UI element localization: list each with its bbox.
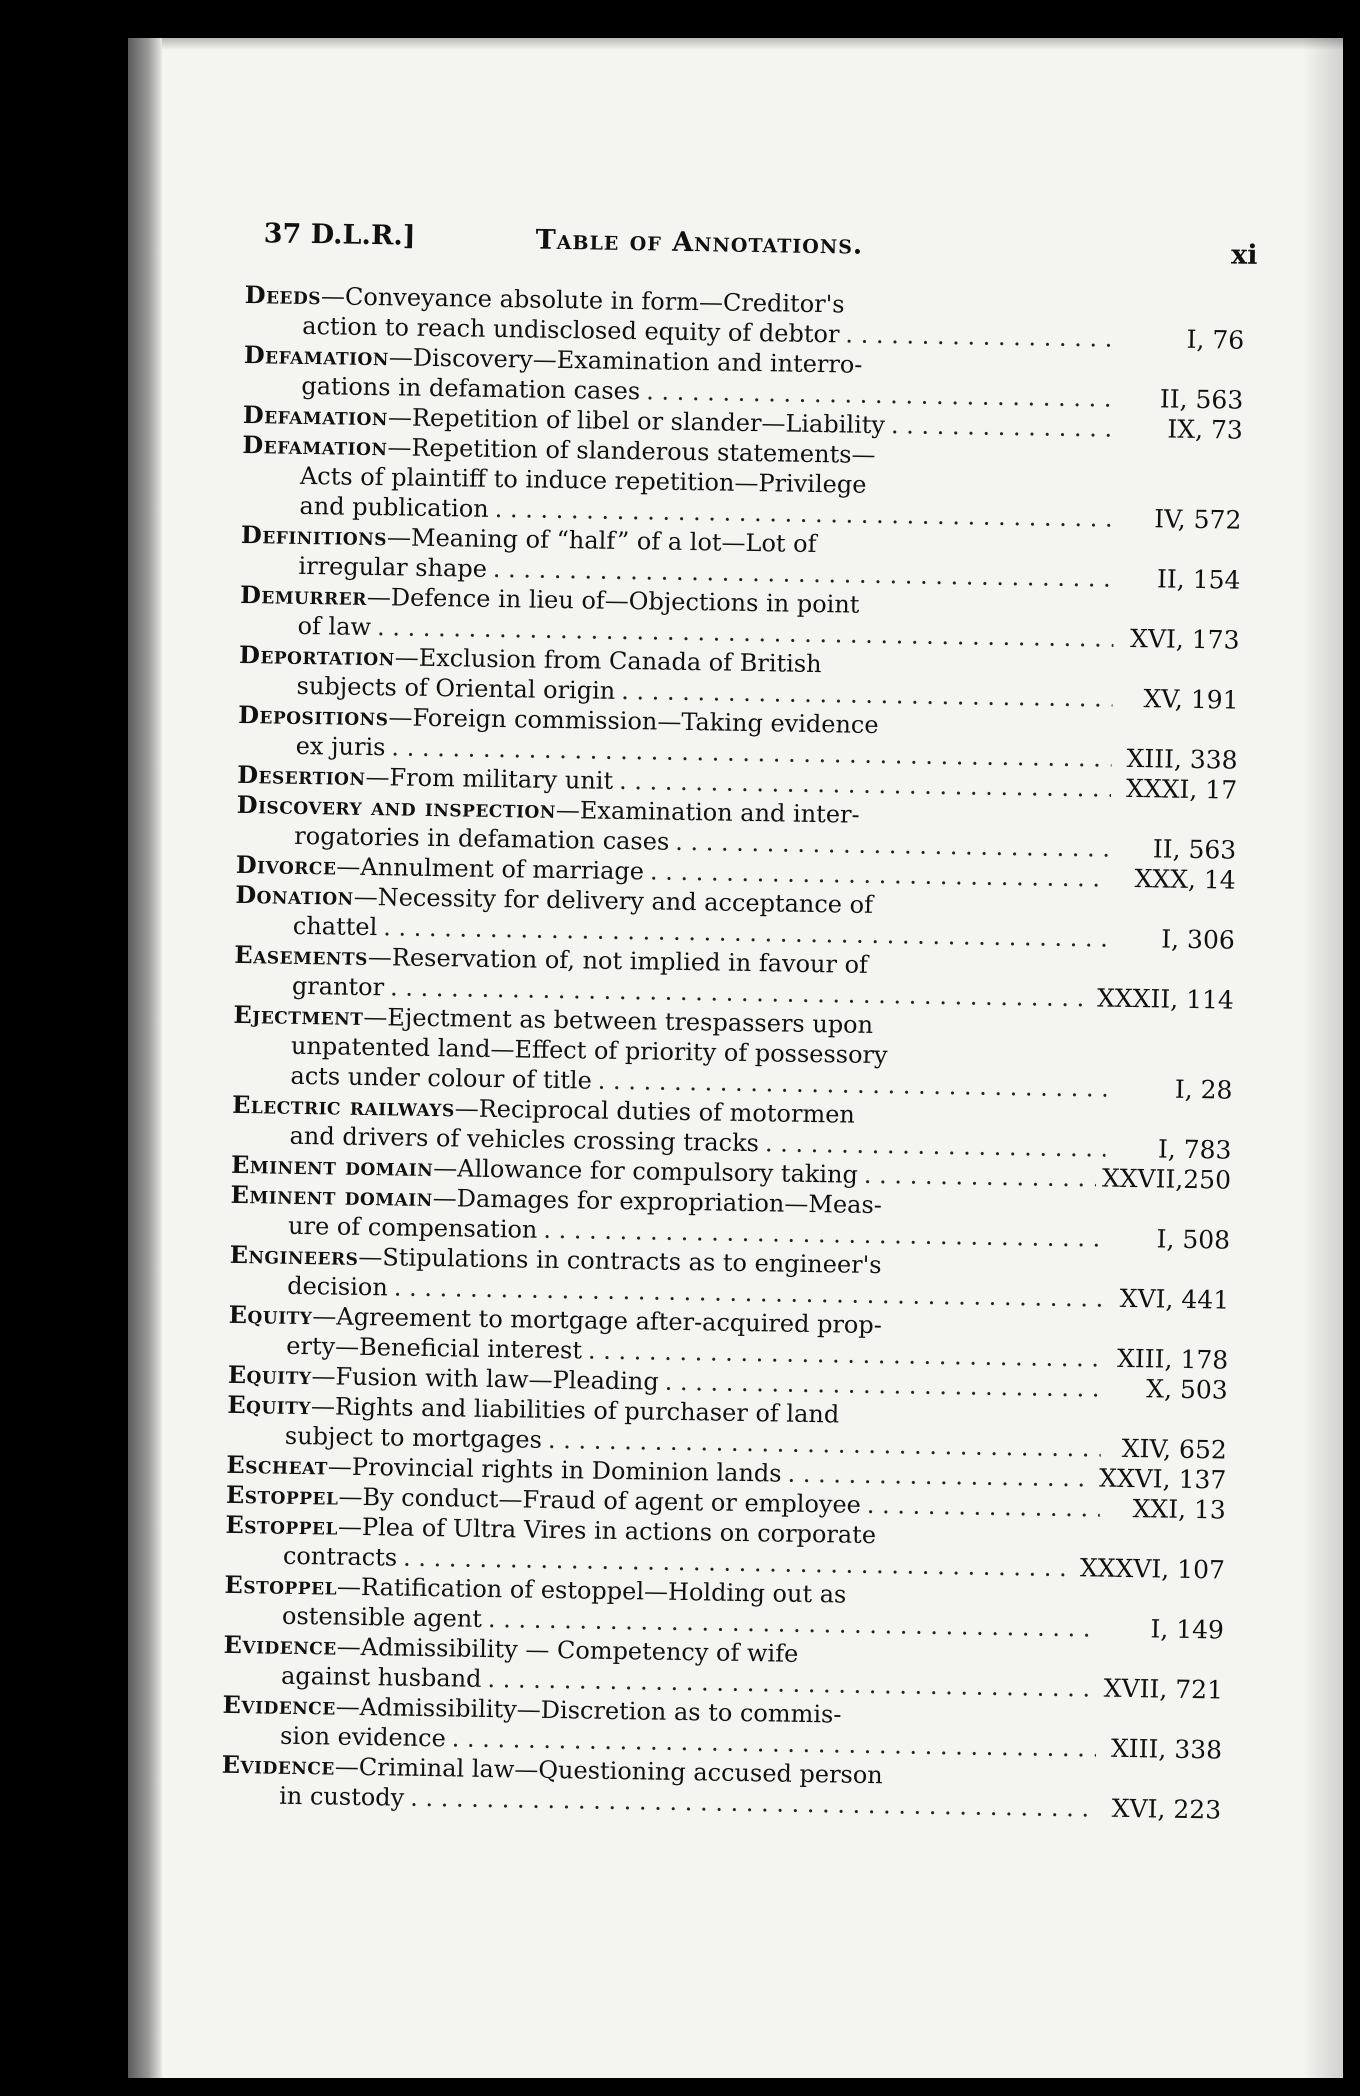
- entry-text: —Examination and inter-: [555, 795, 860, 829]
- volume-page-reference: XIV, 652: [1121, 1433, 1227, 1465]
- entry-text: action to reach undisclosed equity of debtor: [302, 311, 840, 349]
- entry-heading: Depositions: [237, 699, 389, 732]
- volume-page-reference: I, 149: [1150, 1614, 1225, 1645]
- entry-text: —Admissibility — Competency of wife: [336, 1632, 799, 1668]
- entry-heading: Electric railways: [231, 1089, 455, 1123]
- entry-text: decision: [287, 1271, 389, 1302]
- volume-page-reference: I, 508: [1156, 1224, 1231, 1255]
- entry-text: acts under colour of title: [290, 1061, 593, 1095]
- entry-heading: Eminent domain: [230, 1149, 434, 1183]
- entry-text: —Allowance for compulsory taking: [433, 1154, 859, 1189]
- volume-page-reference: XXI, 13: [1132, 1494, 1227, 1525]
- volume-page-reference: XIII, 338: [1110, 1733, 1223, 1765]
- volume-page-reference: XVI, 441: [1119, 1283, 1230, 1315]
- entry-heading: Engineers: [229, 1239, 359, 1271]
- entry-text: —Exclusion from Canada of British: [394, 643, 822, 679]
- entry-text: —Defence in lieu of—Objections in point: [366, 582, 860, 619]
- entry-text: —Annulment of marriage: [336, 852, 645, 886]
- volume-page-reference: II, 563: [1159, 384, 1244, 415]
- entry-text: subject to mortgages: [284, 1421, 543, 1454]
- entry-heading: Estoppel: [225, 1479, 339, 1511]
- annotation-entry: [241, 430, 1242, 536]
- entry-text: sion evidence: [279, 1721, 447, 1753]
- volume-page-reference: XXXI, 17: [1125, 773, 1238, 805]
- running-head: [245, 218, 1258, 290]
- entry-text: —Reservation of, not implied in favour of: [367, 943, 869, 979]
- page-edge-shadow: [1303, 38, 1343, 2078]
- entry-text: —Conveyance absolute in form—Creditor's: [320, 282, 845, 319]
- entry-text: of law: [297, 611, 372, 642]
- annotation-entry: [232, 1000, 1233, 1106]
- entry-text: ostensible agent: [281, 1601, 483, 1633]
- book-page: [128, 38, 1343, 2078]
- entry-text: subjects of Oriental origin: [296, 671, 616, 705]
- volume-page-reference: I, 28: [1174, 1074, 1233, 1105]
- volume-page-reference: XXVI, 137: [1098, 1463, 1227, 1495]
- entry-text: —Provincial rights in Dominion lands: [327, 1452, 782, 1488]
- volume-page-reference: XXX, 14: [1134, 864, 1236, 895]
- entry-heading: Equity: [228, 1299, 313, 1331]
- volume-page-reference: XXXII, 114: [1096, 983, 1235, 1015]
- entry-text: —Reciprocal duties of motormen: [454, 1094, 856, 1129]
- volume-page-reference: IV, 572: [1153, 504, 1242, 535]
- entry-heading: Ejectment: [233, 999, 364, 1031]
- entry-text: —Plea of Ultra Vires in actions on corporate: [337, 1512, 877, 1550]
- entry-text: —Necessity for delivery and acceptance of: [353, 882, 874, 919]
- entry-text: —From military unit: [365, 762, 614, 795]
- entry-heading: Deportation: [238, 639, 395, 672]
- entry-heading: Defamation: [242, 429, 388, 462]
- entry-heading: Equity: [227, 1389, 312, 1421]
- entry-text: —Damages for expropriation—Meas-: [432, 1184, 883, 1220]
- entry-heading: Definitions: [240, 519, 388, 552]
- entry-text: and drivers of vehicles crossing tracks: [289, 1121, 760, 1158]
- entry-text: against husband: [280, 1661, 482, 1693]
- entry-text: —Repetition of slanderous statements—: [387, 433, 876, 469]
- volume-page-reference: XV, 191: [1143, 684, 1239, 715]
- annotation-list: [221, 280, 1245, 1826]
- entry-text: grantor: [291, 971, 385, 1002]
- volume-page-reference: XXXVI, 107: [1079, 1553, 1226, 1585]
- volume-page-reference: II, 563: [1152, 834, 1237, 865]
- volume-page-reference: I, 76: [1186, 324, 1245, 355]
- entry-text: —Foreign commission—Taking evidence: [388, 703, 879, 739]
- entry-text: contracts: [282, 1541, 398, 1572]
- volume-page-reference: XXVII,250: [1101, 1163, 1232, 1195]
- entry-text: —Meaning of “half” of a lot—Lot of: [386, 523, 817, 558]
- page-number: xi: [1230, 239, 1258, 271]
- entry-heading: Eminent domain: [230, 1179, 434, 1213]
- entry-heading: Deeds: [244, 279, 322, 311]
- entry-heading: Defamation: [243, 339, 390, 372]
- entry-text: —Criminal law—Questioning accused person: [334, 1752, 883, 1790]
- volume-page-reference: XVII, 721: [1103, 1673, 1224, 1705]
- entry-heading: Donation: [235, 879, 354, 911]
- entry-heading: Evidence: [221, 1749, 336, 1781]
- entry-heading: Escheat: [226, 1449, 329, 1481]
- entry-text: —Repetition of libel or slander—Liability: [387, 403, 886, 440]
- page-content: [221, 218, 1258, 1826]
- entry-heading: Estoppel: [224, 1569, 338, 1601]
- entry-text: —Discovery—Examination and interro-: [388, 343, 863, 379]
- entry-text: ex juris: [295, 731, 386, 762]
- dot-leader: [787, 1459, 1093, 1494]
- entry-text: and publication: [299, 491, 489, 523]
- entry-heading: Easements: [234, 939, 369, 972]
- volume-reference: 37 D.L.R.]: [263, 218, 416, 252]
- entry-heading: Evidence: [222, 1689, 337, 1721]
- entry-text: —By conduct—Fraud of agent or employee: [338, 1482, 862, 1519]
- entry-text: Acts of plaintiff to induce repetition—Privilege: [299, 461, 867, 499]
- entry-heading: Desertion: [237, 759, 366, 791]
- volume-page-reference: I, 306: [1161, 924, 1236, 955]
- entry-text: —Rights and liabilities of purchaser of land: [310, 1392, 840, 1429]
- page-title: Table of Annotations.: [535, 224, 864, 261]
- volume-page-reference: II, 154: [1156, 564, 1241, 595]
- entry-text: —Admissibility—Discretion as to commis-: [335, 1692, 842, 1729]
- entry-text: gations in defamation cases: [301, 371, 641, 406]
- entry-heading: Discovery and inspection: [236, 789, 557, 824]
- dot-leader: [864, 1160, 1096, 1194]
- entry-heading: Evidence: [223, 1629, 337, 1661]
- entry-text: unpatented land—Effect of priority of possessory: [290, 1031, 888, 1070]
- entry-text: ure of compensation: [287, 1211, 538, 1244]
- entry-heading: Demurrer: [239, 579, 368, 611]
- entry-heading: Defamation: [242, 399, 389, 432]
- entry-text: irregular shape: [298, 551, 488, 583]
- volume-page-reference: XIII, 338: [1126, 743, 1238, 775]
- entry-text: —Agreement to mortgage after-acquired prop-: [312, 1302, 883, 1340]
- entry-text: erty—Beneficial interest: [286, 1331, 583, 1365]
- dot-leader: [845, 319, 1118, 353]
- entry-text: —Ejectment as between trespassers upon: [363, 1002, 874, 1039]
- dot-leader: [867, 1490, 1100, 1524]
- entry-heading: Equity: [227, 1359, 312, 1391]
- volume-page-reference: X, 503: [1146, 1374, 1228, 1405]
- entry-heading: Divorce: [235, 849, 337, 881]
- volume-page-reference: XVI, 223: [1111, 1793, 1222, 1825]
- page-binding-shadow: [128, 38, 162, 2078]
- volume-page-reference: IX, 73: [1167, 414, 1244, 445]
- volume-page-reference: I, 783: [1157, 1134, 1232, 1165]
- volume-page-reference: XIII, 178: [1116, 1343, 1229, 1375]
- entry-text: —Fusion with law—Pleading: [311, 1362, 659, 1396]
- entry-heading: Estoppel: [225, 1509, 339, 1541]
- entry-text: in custody: [279, 1781, 405, 1812]
- entry-text: rogatories in defamation cases: [294, 821, 670, 856]
- entry-text: —Ratification of estoppel—Holding out as: [336, 1572, 847, 1609]
- entry-text: —Stipulations in contracts as to engineer's: [358, 1242, 882, 1280]
- dot-leader: [891, 410, 1117, 444]
- volume-page-reference: XVI, 173: [1129, 623, 1240, 655]
- entry-text: chattel: [292, 911, 378, 942]
